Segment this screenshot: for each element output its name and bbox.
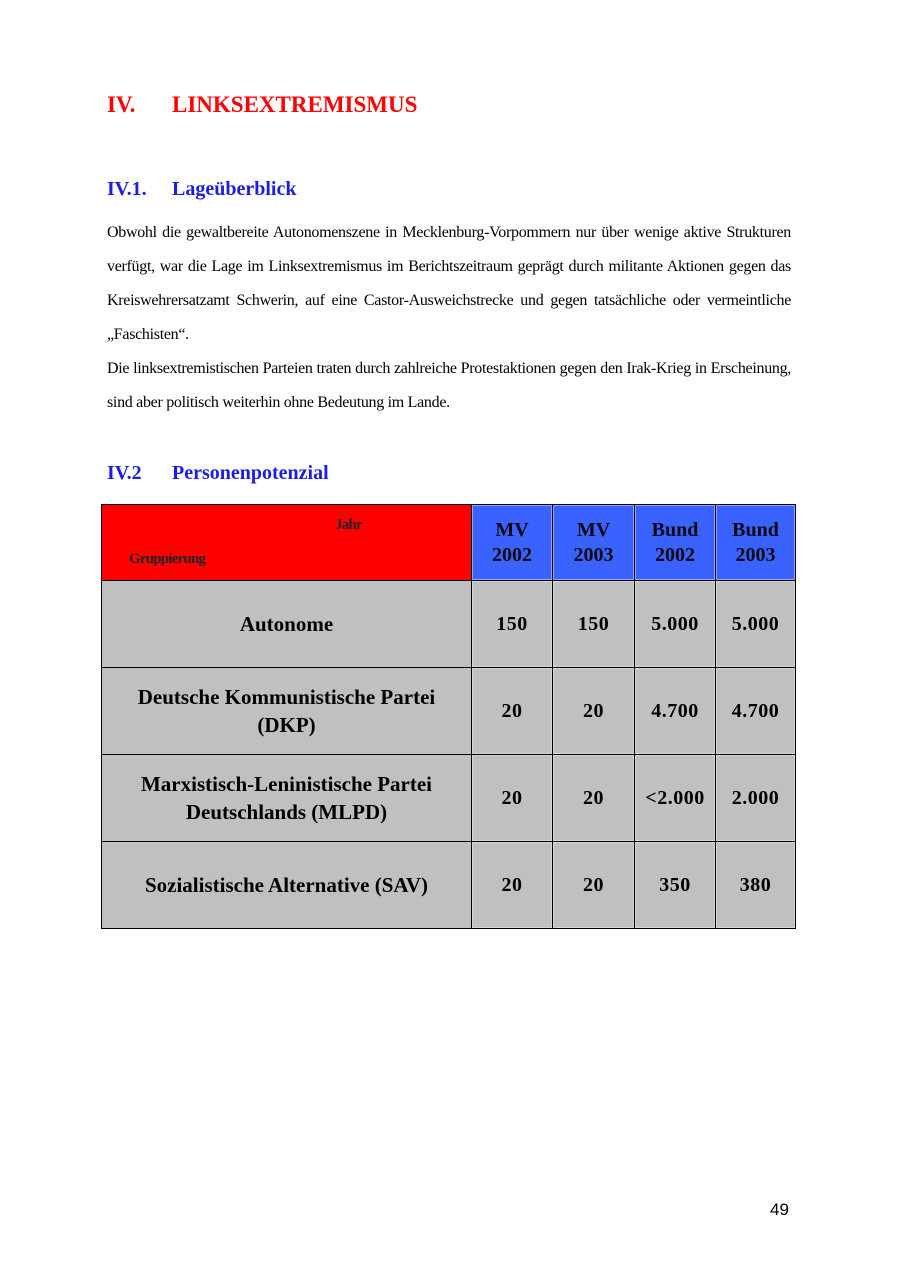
column-header: Bund 2002 — [635, 505, 716, 581]
section-title: Lageüberblick — [172, 178, 297, 200]
paragraph: Obwohl die gewaltbereite Autonomenszene in Mecklenburg-Vorpommern nur über wenige aktive Strukturen verfügt, war die Lage im Linksextremismus im Berichtszeitraum geprägt durch militante Aktionen gegen das Kreiswehrersatzamt Schwerin, auf eine Castor-Ausweichstrecke und gegen tatsächliche oder vermeintliche „Faschisten“. — [107, 224, 791, 343]
section-number: IV.1. — [107, 178, 147, 200]
table-header-row — [102, 505, 796, 581]
table-cell: 350 — [635, 842, 716, 929]
table-cell: 4.700 — [716, 668, 796, 755]
table-row — [102, 581, 796, 668]
table-cell: 4.700 — [635, 668, 716, 755]
chapter-heading — [107, 92, 417, 118]
table-cell: 2.000 — [716, 755, 796, 842]
table-cell: 20 — [553, 842, 635, 929]
corner-label-group: Gruppierung — [129, 551, 206, 567]
table-cell: 150 — [472, 581, 553, 668]
table-cell: 5.000 — [635, 581, 716, 668]
corner-label-year: Jahr — [335, 517, 362, 533]
personenpotenzial-table — [101, 504, 796, 929]
section-title: Personenpotenzial — [172, 462, 329, 484]
table-cell: 5.000 — [716, 581, 796, 668]
table-cell: 20 — [472, 755, 553, 842]
column-header: MV 2002 — [472, 505, 553, 581]
page-number: 49 — [770, 1200, 789, 1219]
row-label: Marxistisch-Leninistische Partei Deutschlands (MLPD) — [102, 755, 472, 842]
section-heading-personen — [107, 462, 329, 485]
section-number: IV.2 — [107, 462, 142, 484]
table-cell: 150 — [553, 581, 635, 668]
column-header: Bund 2003 — [716, 505, 796, 581]
section-heading-lage — [107, 178, 296, 201]
paragraph: Die linksextremistischen Parteien traten durch zahlreiche Protestaktionen gegen den Irak-Krieg in Erscheinung, sind aber politisch weiterhin ohne Bedeutung im Lande. — [107, 360, 791, 411]
table-corner-cell — [102, 505, 472, 581]
table-row — [102, 842, 796, 929]
table-row — [102, 668, 796, 755]
table-row — [102, 755, 796, 842]
table-cell: 20 — [553, 668, 635, 755]
row-label: Sozialistische Alternative (SAV) — [102, 842, 472, 929]
table-cell: 20 — [553, 755, 635, 842]
table-cell: <2.000 — [635, 755, 716, 842]
table-cell: 20 — [472, 668, 553, 755]
chapter-number: IV. — [107, 92, 136, 117]
table-cell: 380 — [716, 842, 796, 929]
body-text — [107, 216, 791, 420]
column-header: MV 2003 — [553, 505, 635, 581]
row-label: Deutsche Kommunistische Partei (DKP) — [102, 668, 472, 755]
row-label: Autonome — [102, 581, 472, 668]
table-cell: 20 — [472, 842, 553, 929]
chapter-title: LINKSEXTREMISMUS — [172, 92, 418, 117]
